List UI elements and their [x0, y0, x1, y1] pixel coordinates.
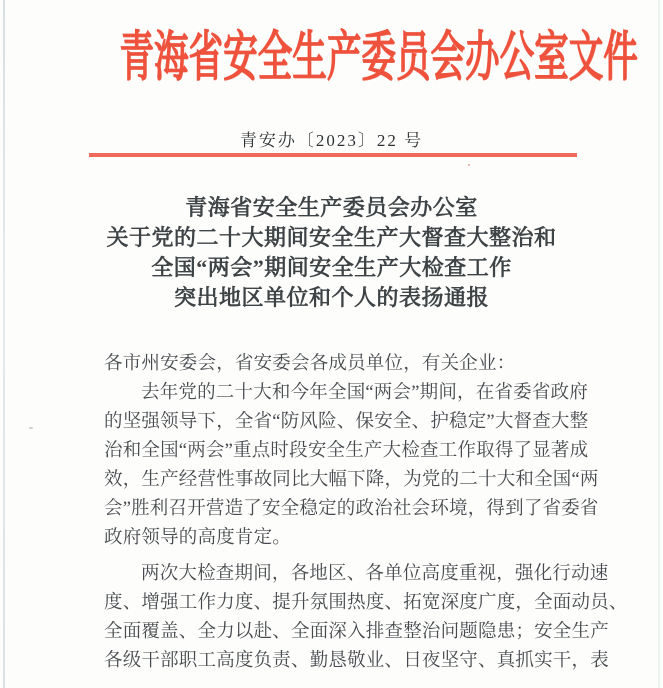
scan-speck	[468, 164, 470, 166]
document-title	[0, 193, 663, 313]
body-line: 会”胜利召开营造了安全稳定的政治社会环境，得到了省委省	[104, 499, 599, 519]
scan-edge-right	[658, 0, 660, 688]
body-line: 政府领导的高度肯定。	[104, 528, 292, 548]
document-title-line: 全国“两会”期间安全生产大检查工作	[151, 255, 512, 280]
body-line: 两次大检查期间，各地区、各单位高度重视，强化行动速	[141, 564, 609, 584]
scan-speck	[29, 427, 33, 429]
body-line: 各级干部职工高度负责、勤恳敬业、日夜坚守、真抓实干，表	[104, 651, 609, 671]
body-line: 的坚强领导下，全省“防风险、保安全、护稳定”大督查大整	[104, 412, 589, 432]
body-line: 度、增强工作力度、提升氛围热度、拓宽深度广度，全面动员、	[104, 593, 628, 613]
document-reference-number: 青安办〔2023〕22 号	[239, 131, 424, 150]
scan-edge-left	[3, 0, 5, 688]
document-title-line: 突出地区单位和个人的表扬通报	[173, 285, 489, 310]
body-line: 全面覆盖、全力以赴、全面深入排查整治问题隐患；安全生产	[104, 622, 609, 642]
body-line: 效，生产经营性事故同比大幅下降，为党的二十大和全国“两	[104, 470, 599, 490]
letterhead-agency-title: 青海省安全生产委员会办公室文件	[119, 27, 638, 87]
letterhead-divider-rule	[89, 153, 577, 157]
document-title-line: 关于党的二十大期间安全生产大督查大整治和	[106, 225, 557, 250]
body-line: 去年党的二十大和今年全国“两会”期间，在省委省政府	[141, 383, 588, 403]
salutation-line: 各市州安委会，省安委会各成员单位，有关企业：	[104, 354, 516, 374]
document-title-line: 青海省安全生产委员会办公室	[185, 195, 478, 220]
body-line: 治和全国“两会”重点时段安全生产大检查工作取得了显著成	[104, 441, 589, 461]
document-body	[104, 350, 628, 676]
